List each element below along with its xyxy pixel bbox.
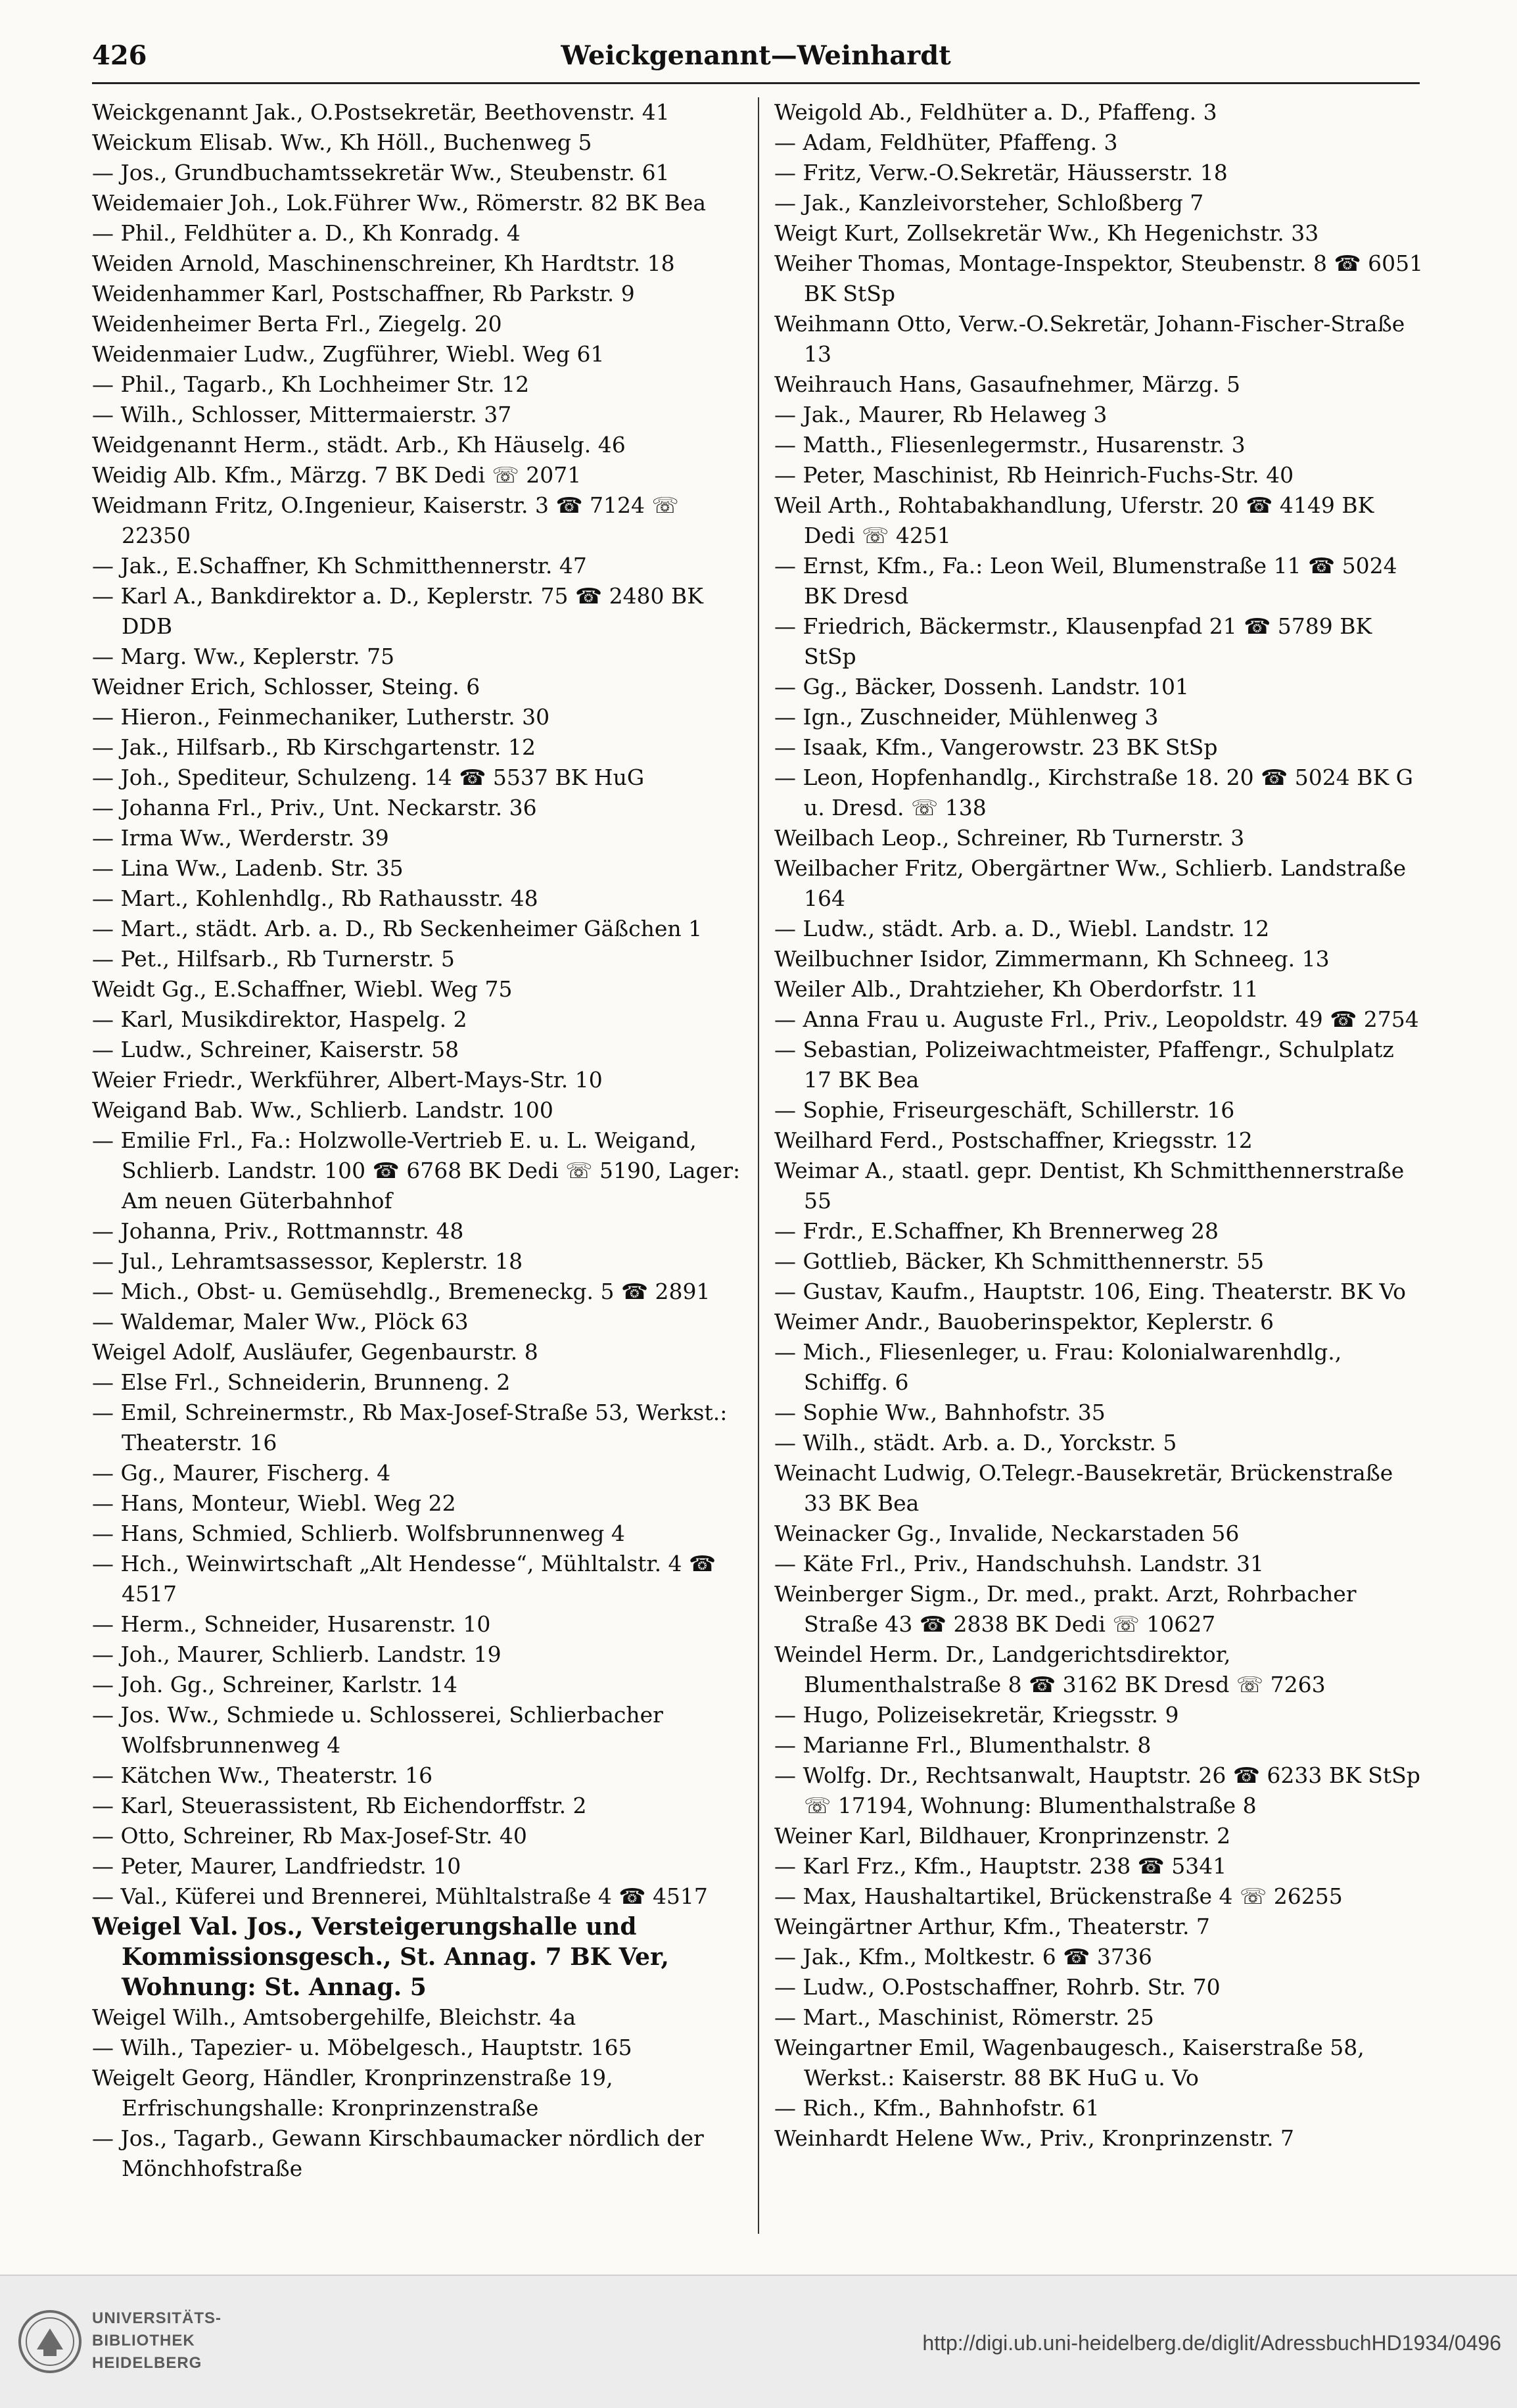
directory-entry: — Kätchen Ww., Theaterstr. 16 [92, 1762, 433, 1788]
directory-entry: Weigold Ab., Feldhüter a. D., Pfaffeng. 3 [774, 99, 1217, 125]
directory-entry: — Anna Frau u. Auguste Frl., Priv., Leopoldstr. 49 ☎ 2754 [774, 1006, 1419, 1032]
directory-entry: Weidmann Fritz, O.Ingenieur, Kaiserstr. 3 ☎ 7124 ☏ 22350 [92, 492, 679, 548]
directory-entry: Weinacht Ludwig, O.Telegr.-Bausekretär, Brückenstraße 33 BK Bea [774, 1460, 1393, 1516]
directory-entry: — Hch., Weinwirtschaft „Alt Hendesse“, Mühltalstr. 4 ☎ 4517 [92, 1551, 716, 1607]
directory-entry: Weiden Arnold, Maschinenschreiner, Kh Hardtstr. 18 [92, 250, 675, 276]
directory-entry: Weilbach Leop., Schreiner, Rb Turnerstr. 3 [774, 825, 1245, 851]
directory-entry: — Jak., Kanzleivorsteher, Schloßberg 7 [774, 190, 1204, 216]
directory-entry: Weidt Gg., E.Schaffner, Wiebl. Weg 75 [92, 976, 513, 1002]
right-column [774, 97, 1425, 2234]
source-url-link[interactable]: http://digi.ub.uni-heidelberg.de/diglit/AdressbuchHD1934/0496 [922, 2331, 1501, 2355]
directory-entry: Weimar A., staatl. gepr. Dentist, Kh Schmitthennerstraße 55 [774, 1158, 1405, 1214]
directory-entry: — Emil, Schreinermstr., Rb Max-Josef-Straße 53, Werkst.: Theaterstr. 16 [92, 1400, 728, 1455]
page-number: 426 [92, 40, 147, 71]
directory-entry: — Karl Frz., Kfm., Hauptstr. 238 ☎ 5341 [774, 1853, 1227, 1879]
directory-entry: — Karl A., Bankdirektor a. D., Keplerstr. 75 ☎ 2480 BK DDB [92, 583, 703, 639]
directory-entry: — Sophie Ww., Bahnhofstr. 35 [774, 1400, 1106, 1425]
directory-entry: — Käte Frl., Priv., Handschuhsh. Landstr. 31 [774, 1551, 1264, 1576]
directory-entry: Weingartner Emil, Wagenbaugesch., Kaiserstraße 58, Werkst.: Kaiserstr. 88 BK HuG u. Vo [774, 2035, 1365, 2090]
directory-entry: — Mich., Obst- u. Gemüsehdlg., Bremeneckg. 5 ☎ 2891 [92, 1279, 711, 1304]
directory-entry: — Jak., Kfm., Moltkestr. 6 ☎ 3736 [774, 1944, 1152, 1970]
directory-entry: — Peter, Maschinist, Rb Heinrich-Fuchs-Str. 40 [774, 462, 1294, 488]
directory-entry: Weilbuchner Isidor, Zimmermann, Kh Schneeg. 13 [774, 946, 1330, 972]
directory-entry: — Jos. Ww., Schmiede u. Schlosserei, Schlierbacher Wolfsbrunnenweg 4 [92, 1702, 663, 1758]
directory-entry: Weickum Elisab. Ww., Kh Höll., Buchenweg 5 [92, 130, 592, 155]
directory-entry: Weidenheimer Berta Frl., Ziegelg. 20 [92, 311, 502, 337]
directory-entry: — Phil., Feldhüter a. D., Kh Konradg. 4 [92, 220, 521, 246]
directory-entry: — Ign., Zuschneider, Mühlenweg 3 [774, 704, 1159, 730]
directory-entry: — Jak., Hilfsarb., Rb Kirschgartenstr. 12 [92, 734, 536, 760]
directory-entry: — Wilh., Schlosser, Mittermaierstr. 37 [92, 402, 512, 427]
directory-entry: — Joh., Spediteur, Schulzeng. 14 ☎ 5537 BK HuG [92, 765, 645, 790]
directory-entry: — Wilh., städt. Arb. a. D., Yorckstr. 5 [774, 1430, 1177, 1455]
directory-entry: Weigand Bab. Ww., Schlierb. Landstr. 100 [92, 1097, 553, 1123]
directory-entry: — Phil., Tagarb., Kh Lochheimer Str. 12 [92, 371, 530, 397]
directory-entry: — Irma Ww., Werderstr. 39 [92, 825, 389, 851]
directory-entry: — Friedrich, Bäckermstr., Klausenpfad 21 ☎ 5789 BK StSp [774, 613, 1372, 669]
directory-entry: — Jak., Maurer, Rb Helaweg 3 [774, 402, 1108, 427]
directory-entry: — Gustav, Kaufm., Hauptstr. 106, Eing. Theaterstr. BK Vo [774, 1279, 1407, 1304]
directory-entry: Weigel Wilh., Amtsobergehilfe, Bleichstr. 4a [92, 2004, 576, 2030]
directory-entry: Weier Friedr., Werkführer, Albert-Mays-Str. 10 [92, 1067, 603, 1093]
library-name [92, 2307, 222, 2374]
directory-entry: — Jos., Grundbuchamtssekretär Ww., Steubenstr. 61 [92, 160, 670, 185]
directory-entry: Weidgenannt Herm., städt. Arb., Kh Häuselg. 46 [92, 432, 626, 458]
directory-entry: — Karl, Steuerassistent, Rb Eichendorffstr. 2 [92, 1793, 587, 1818]
directory-entry: Weidenmaier Ludw., Zugführer, Wiebl. Weg 61 [92, 341, 605, 367]
library-name-line: UNIVERSITÄTS- [92, 2309, 222, 2327]
directory-entry: — Waldemar, Maler Ww., Plöck 63 [92, 1309, 469, 1334]
directory-entry: — Val., Küferei und Brennerei, Mühltalstraße 4 ☎ 4517 [92, 1883, 708, 1909]
directory-entry: — Marg. Ww., Keplerstr. 75 [92, 644, 395, 669]
directory-entry: — Rich., Kfm., Bahnhofstr. 61 [774, 2095, 1100, 2121]
directory-entry: — Hugo, Polizeisekretär, Kriegsstr. 9 [774, 1702, 1179, 1728]
directory-entry: — Gottlieb, Bäcker, Kh Schmitthennerstr. 55 [774, 1248, 1265, 1274]
directory-entry: — Ernst, Kfm., Fa.: Leon Weil, Blumenstraße 11 ☎ 5024 BK Dresd [774, 553, 1397, 609]
directory-columns [92, 97, 1424, 2234]
footer-bar [0, 2275, 1517, 2408]
directory-entry: — Jul., Lehramtsassessor, Keplerstr. 18 [92, 1248, 523, 1274]
directory-entry: — Sebastian, Polizeiwachtmeister, Pfaffengr., Schulplatz 17 BK Bea [774, 1037, 1394, 1093]
directory-entry: Weinhardt Helene Ww., Priv., Kronprinzenstr. 7 [774, 2125, 1295, 2151]
directory-entry: — Marianne Frl., Blumenthalstr. 8 [774, 1732, 1152, 1758]
directory-entry: — Fritz, Verw.-O.Sekretär, Häusserstr. 18 [774, 160, 1228, 185]
directory-entry: — Johanna, Priv., Rottmannstr. 48 [92, 1218, 464, 1244]
directory-entry: Weinberger Sigm., Dr. med., prakt. Arzt, Rohrbacher Straße 43 ☎ 2838 BK Dedi ☏ 10627 [774, 1581, 1357, 1637]
library-seal-icon [17, 2309, 83, 2374]
directory-entry: — Otto, Schreiner, Rb Max-Josef-Str. 40 [92, 1823, 527, 1849]
directory-entry: Weiner Karl, Bildhauer, Kronprinzenstr. 2 [774, 1823, 1231, 1849]
directory-entry: — Mart., städt. Arb. a. D., Rb Seckenheimer Gäßchen 1 [92, 916, 703, 941]
directory-entry: — Wolfg. Dr., Rechtsanwalt, Hauptstr. 26 ☎ 6233 BK StSp ☏ 17194, Wohnung: Blumenthalstraße 8 [774, 1762, 1420, 1818]
directory-entry: Weiher Thomas, Montage-Inspektor, Steubenstr. 8 ☎ 6051 BK StSp [774, 250, 1424, 306]
directory-entry: — Mart., Maschinist, Römerstr. 25 [774, 2004, 1154, 2030]
directory-entry: — Matth., Fliesenlegermstr., Husarenstr. 3 [774, 432, 1246, 458]
left-column [92, 97, 743, 2234]
directory-entry: Weimer Andr., Bauoberinspektor, Keplerstr. 6 [774, 1309, 1274, 1334]
directory-entry: — Hans, Schmied, Schlierb. Wolfsbrunnenweg 4 [92, 1521, 625, 1546]
page-header [92, 36, 1420, 84]
directory-entry: — Karl, Musikdirektor, Haspelg. 2 [92, 1006, 467, 1032]
library-name-line: BIBLIOTHEK [92, 2332, 195, 2349]
directory-entry: Weidig Alb. Kfm., Märzg. 7 BK Dedi ☏ 2071 [92, 462, 582, 488]
directory-entry: — Mich., Fliesenleger, u. Frau: Kolonialwarenhdlg., Schiffg. 6 [774, 1339, 1342, 1395]
directory-entry: — Max, Haushaltartikel, Brückenstraße 4 ☏ 26255 [774, 1883, 1343, 1909]
directory-entry: Weiler Alb., Drahtzieher, Kh Oberdorfstr. 11 [774, 976, 1259, 1002]
running-title: Weickgenannt—Weinhardt [561, 40, 951, 71]
directory-entry: — Joh., Maurer, Schlierb. Landstr. 19 [92, 1641, 502, 1667]
directory-entry: — Herm., Schneider, Husarenstr. 10 [92, 1611, 491, 1637]
directory-entry: — Pet., Hilfsarb., Rb Turnerstr. 5 [92, 946, 455, 972]
directory-entry: Weihmann Otto, Verw.-O.Sekretär, Johann-Fischer-Straße 13 [774, 311, 1405, 367]
directory-entry: Weingärtner Arthur, Kfm., Theaterstr. 7 [774, 1914, 1210, 1939]
directory-entry: — Ludw., Schreiner, Kaiserstr. 58 [92, 1037, 459, 1062]
directory-entry: Weigel Val. Jos., Versteigerungshalle und Kommissionsgesch., St. Annag. 7 BK Ver, Wohnung: St. Annag. 5 [92, 1913, 669, 2001]
directory-entry: Weidemaier Joh., Lok.Führer Ww., Römerstr. 82 BK Bea [92, 190, 707, 216]
directory-entry: Weigel Adolf, Ausläufer, Gegenbaurstr. 8 [92, 1339, 538, 1365]
directory-entry: Weigelt Georg, Händler, Kronprinzenstraße 19, Erfrischungshalle: Kronprinzenstraße [92, 2065, 613, 2121]
directory-entry: — Jos., Tagarb., Gewann Kirschbaumacker nördlich der Mönchhofstraße [92, 2125, 704, 2181]
column-divider [758, 97, 759, 2234]
directory-entry: Weil Arth., Rohtabakhandlung, Uferstr. 20 ☎ 4149 BK Dedi ☏ 4251 [774, 492, 1374, 548]
directory-entry: Weihrauch Hans, Gasaufnehmer, Märzg. 5 [774, 371, 1240, 397]
directory-entry: — Peter, Maurer, Landfriedstr. 10 [92, 1853, 461, 1879]
directory-entry: — Gg., Bäcker, Dossenh. Landstr. 101 [774, 674, 1189, 699]
directory-entry: Weigt Kurt, Zollsekretär Ww., Kh Hegenichstr. 33 [774, 220, 1319, 246]
directory-entry: Weinacker Gg., Invalide, Neckarstaden 56 [774, 1521, 1240, 1546]
directory-entry: — Hieron., Feinmechaniker, Lutherstr. 30 [92, 704, 550, 730]
directory-entry: — Mart., Kohlenhdlg., Rb Rathausstr. 48 [92, 885, 538, 911]
directory-entry: Weidenhammer Karl, Postschaffner, Rb Parkstr. 9 [92, 281, 635, 306]
directory-entry: — Joh. Gg., Schreiner, Karlstr. 14 [92, 1672, 457, 1697]
directory-entry: — Frdr., E.Schaffner, Kh Brennerweg 28 [774, 1218, 1219, 1244]
directory-entry: Weilbacher Fritz, Obergärtner Ww., Schlierb. Landstraße 164 [774, 855, 1407, 911]
directory-entry: Weindel Herm. Dr., Landgerichtsdirektor, Blumenthalstraße 8 ☎ 3162 BK Dresd ☏ 7263 [774, 1641, 1326, 1697]
directory-entry: — Lina Ww., Ladenb. Str. 35 [92, 855, 404, 881]
directory-entry: — Sophie, Friseurgeschäft, Schillerstr. 16 [774, 1097, 1235, 1123]
directory-entry: — Gg., Maurer, Fischerg. 4 [92, 1460, 391, 1486]
directory-entry: — Hans, Monteur, Wiebl. Weg 22 [92, 1490, 456, 1516]
library-name-line: HEIDELBERG [92, 2354, 202, 2372]
directory-entry: — Isaak, Kfm., Vangerowstr. 23 BK StSp [774, 734, 1218, 760]
directory-entry: — Ludw., städt. Arb. a. D., Wiebl. Landstr. 12 [774, 916, 1270, 941]
directory-entry: — Johanna Frl., Priv., Unt. Neckarstr. 36 [92, 795, 537, 820]
directory-entry: — Jak., E.Schaffner, Kh Schmitthennerstr. 47 [92, 553, 587, 578]
directory-entry: — Ludw., O.Postschaffner, Rohrb. Str. 70 [774, 1974, 1221, 2000]
directory-entry: — Leon, Hopfenhandlg., Kirchstraße 18. 20 ☎ 5024 BK G u. Dresd. ☏ 138 [774, 765, 1413, 820]
directory-entry: Weidner Erich, Schlosser, Steing. 6 [92, 674, 480, 699]
directory-entry: — Wilh., Tapezier- u. Möbelgesch., Hauptstr. 165 [92, 2035, 632, 2060]
directory-entry: Weilhard Ferd., Postschaffner, Kriegsstr. 12 [774, 1127, 1253, 1153]
directory-entry: — Adam, Feldhüter, Pfaffeng. 3 [774, 130, 1118, 155]
directory-entry: Weickgenannt Jak., O.Postsekretär, Beethovenstr. 41 [92, 99, 670, 125]
directory-entry: — Emilie Frl., Fa.: Holzwolle-Vertrieb E. u. L. Weigand, Schlierb. Landstr. 100 ☎ 6768 BK Dedi ☏ 5190, Lager: Am neuen Güterbahnhof [92, 1127, 741, 1214]
directory-entry: — Else Frl., Schneiderin, Brunneng. 2 [92, 1369, 511, 1395]
